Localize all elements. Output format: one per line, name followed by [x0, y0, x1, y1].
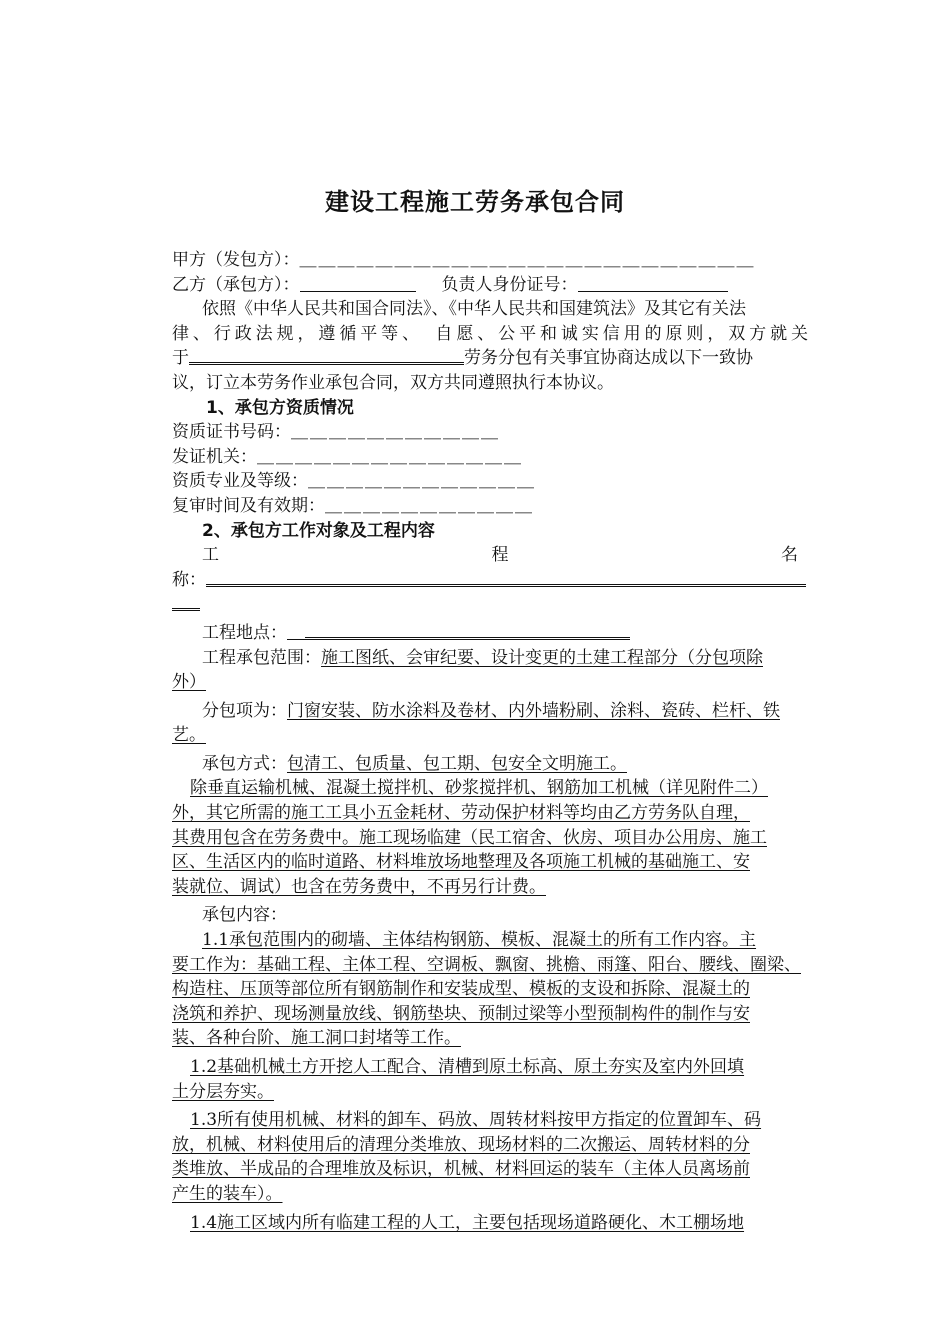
- except-line-3: 其费用包含在劳务费中。施工现场临建（民工宿舍、伙房、项目办公用房、施工: [172, 827, 767, 848]
- section-1-heading: 1、承包方资质情况: [206, 397, 354, 418]
- cert-no-blank: ＿＿＿＿＿＿＿＿＿＿＿: [291, 422, 500, 443]
- mode-label: 承包方式：: [202, 753, 287, 774]
- intro-tail: 劳务分包有关事宜协商达成以下一致协: [464, 348, 753, 369]
- grade-line: [172, 469, 808, 494]
- intro-line-3: [172, 346, 808, 371]
- party-b-blank: [300, 275, 416, 292]
- c13-line-2: 放，机械、材料使用后的清理分类堆放、现场材料的二次搬运、周转材料的分: [172, 1134, 750, 1155]
- review-label: 复审时间及有效期：: [172, 495, 325, 516]
- c11-line-4: 浇筑和养护、现场测量放线、钢筋垫块、预制过梁等小型预制构件的制作与安: [172, 1003, 750, 1024]
- c13-line-4: 产生的装车）。: [172, 1183, 283, 1204]
- party-a-line: [172, 248, 808, 273]
- scope-text-2: 外）: [172, 672, 206, 693]
- c12-line-1: 1.2基础机械土方开挖人工配合、清槽到原土标高、原土夯实及室内外回填: [190, 1057, 745, 1077]
- except-line-2: 外，其它所需的施工工具小五金耗材、劳动保护材料等均由乙方劳务队自理，: [172, 803, 750, 824]
- c11-line-3: 构造柱、压顶等部位所有钢筋制作和安装成型、模板的支设和拆除、混凝土的: [172, 979, 750, 1000]
- scope-label: 工程承包范围：: [202, 647, 321, 668]
- contract-body: [172, 248, 808, 1235]
- project-name-blank-cont: [172, 596, 200, 611]
- section-2-heading: 2、承包方工作对象及工程内容: [202, 520, 435, 541]
- review-line: [172, 494, 808, 519]
- c11-line-1: 1.1承包范围内的砌墙、主体结构钢筋、模板、混凝土的所有工作内容。主: [202, 930, 757, 951]
- sub-text-2: 艺。: [172, 725, 206, 746]
- except-line-1: 除垂直运输机械、混凝土搅拌机、砂浆搅拌机、钢筋加工机械（详见附件二）: [190, 778, 768, 799]
- party-a-label: 甲方（发包方）：: [172, 250, 300, 270]
- grade-blank: ＿＿＿＿＿＿＿＿＿＿＿＿: [308, 471, 536, 492]
- party-b-label: 乙方（承包方）：: [172, 274, 300, 295]
- intro-blank: [189, 350, 464, 365]
- sub-line-1: [172, 699, 808, 724]
- intro-line-2: 律、行政法规，遵循平等、 自愿、公平和诚实信用的原则，双方就关: [172, 323, 808, 344]
- except-line-4: 区、生活区内的临时道路、材料堆放场地整理及各项施工机械的基础施工、安: [172, 852, 750, 873]
- scope-text-1: 施工图纸、会审纪要、设计变更的土建工程部分（分包项除: [321, 647, 763, 668]
- intro-line-4: 议，订立本劳务作业承包合同，双方共同遵照执行本协议。: [172, 372, 614, 393]
- except-line-5: 装就位、调试）也含在劳务费中，不再另行计费。: [172, 876, 546, 897]
- c13-line-1: 1.3所有使用机械、材料的卸车、码放、周转材料按甲方指定的位置卸车、码: [190, 1110, 762, 1131]
- sub-label: 分包项为：: [202, 700, 287, 721]
- id-label: 负责人身份证号：: [441, 274, 578, 295]
- project-name-cont: [172, 592, 808, 617]
- cert-no-label: 资质证书号码：: [172, 422, 291, 443]
- c11-line-5: 装、各种台阶、施工洞口封堵等工作。: [172, 1028, 461, 1049]
- intro-yu: 于: [172, 348, 189, 369]
- c13-line-3: 类堆放、半成品的合理堆放及标识，机械、材料回运的装车（主体人员离场前: [172, 1159, 750, 1180]
- location-blank: [305, 625, 630, 640]
- mode-text: 包清工、包质量、包工期、包安全文明施工。: [287, 753, 627, 774]
- project-name-blank: [206, 572, 806, 587]
- c11-line-2: 要工作为：基础工程、主体工程、空调板、飘窗、挑檐、雨篷、阳台、腰线、圈梁、: [172, 954, 801, 975]
- location-label: 工程地点：: [202, 622, 287, 643]
- proj-name-2: 程: [491, 545, 509, 566]
- sub-text-1: 门窗安装、防水涂料及卷材、内外墙粉刷、涂料、瓷砖、栏杆、铁: [287, 700, 780, 721]
- proj-name-4: 称：: [172, 569, 206, 590]
- c12-line-2: 土分层夯实。: [172, 1081, 274, 1102]
- issuer-line: [172, 445, 808, 470]
- proj-name-1: 工: [202, 545, 219, 566]
- location-line: [172, 621, 808, 646]
- party-b-line: [172, 273, 808, 298]
- grade-label: 资质专业及等级：: [172, 471, 308, 492]
- location-blank-a: [287, 623, 305, 640]
- id-blank: [578, 275, 728, 292]
- scope-line-1: [172, 646, 808, 671]
- project-name-line: [172, 568, 808, 593]
- issuer-blank: ＿＿＿＿＿＿＿＿＿＿＿＿＿＿: [257, 446, 523, 467]
- content-label: 承包内容：: [202, 905, 287, 926]
- page-title: 建设工程施工劳务承包合同: [325, 188, 625, 216]
- intro-line-1: 依照《中华人民共和国合同法》、《中华人民共和国建筑法》及其它有关法: [202, 299, 746, 320]
- proj-name-3: 名: [781, 545, 798, 566]
- issuer-label: 发证机关：: [172, 446, 257, 467]
- cert-no-line: [172, 420, 808, 445]
- party-a-blank: ＿＿＿＿＿＿＿＿＿＿＿＿＿＿＿＿＿＿＿＿＿＿＿＿: [299, 250, 756, 270]
- mode-line: [172, 752, 808, 777]
- c14-line-1: 1.4施工区域内所有临建工程的人工，主要包括现场道路硬化、木工棚场地: [190, 1212, 745, 1233]
- review-blank: ＿＿＿＿＿＿＿＿＿＿＿: [325, 495, 534, 516]
- project-name-spread: [172, 543, 808, 568]
